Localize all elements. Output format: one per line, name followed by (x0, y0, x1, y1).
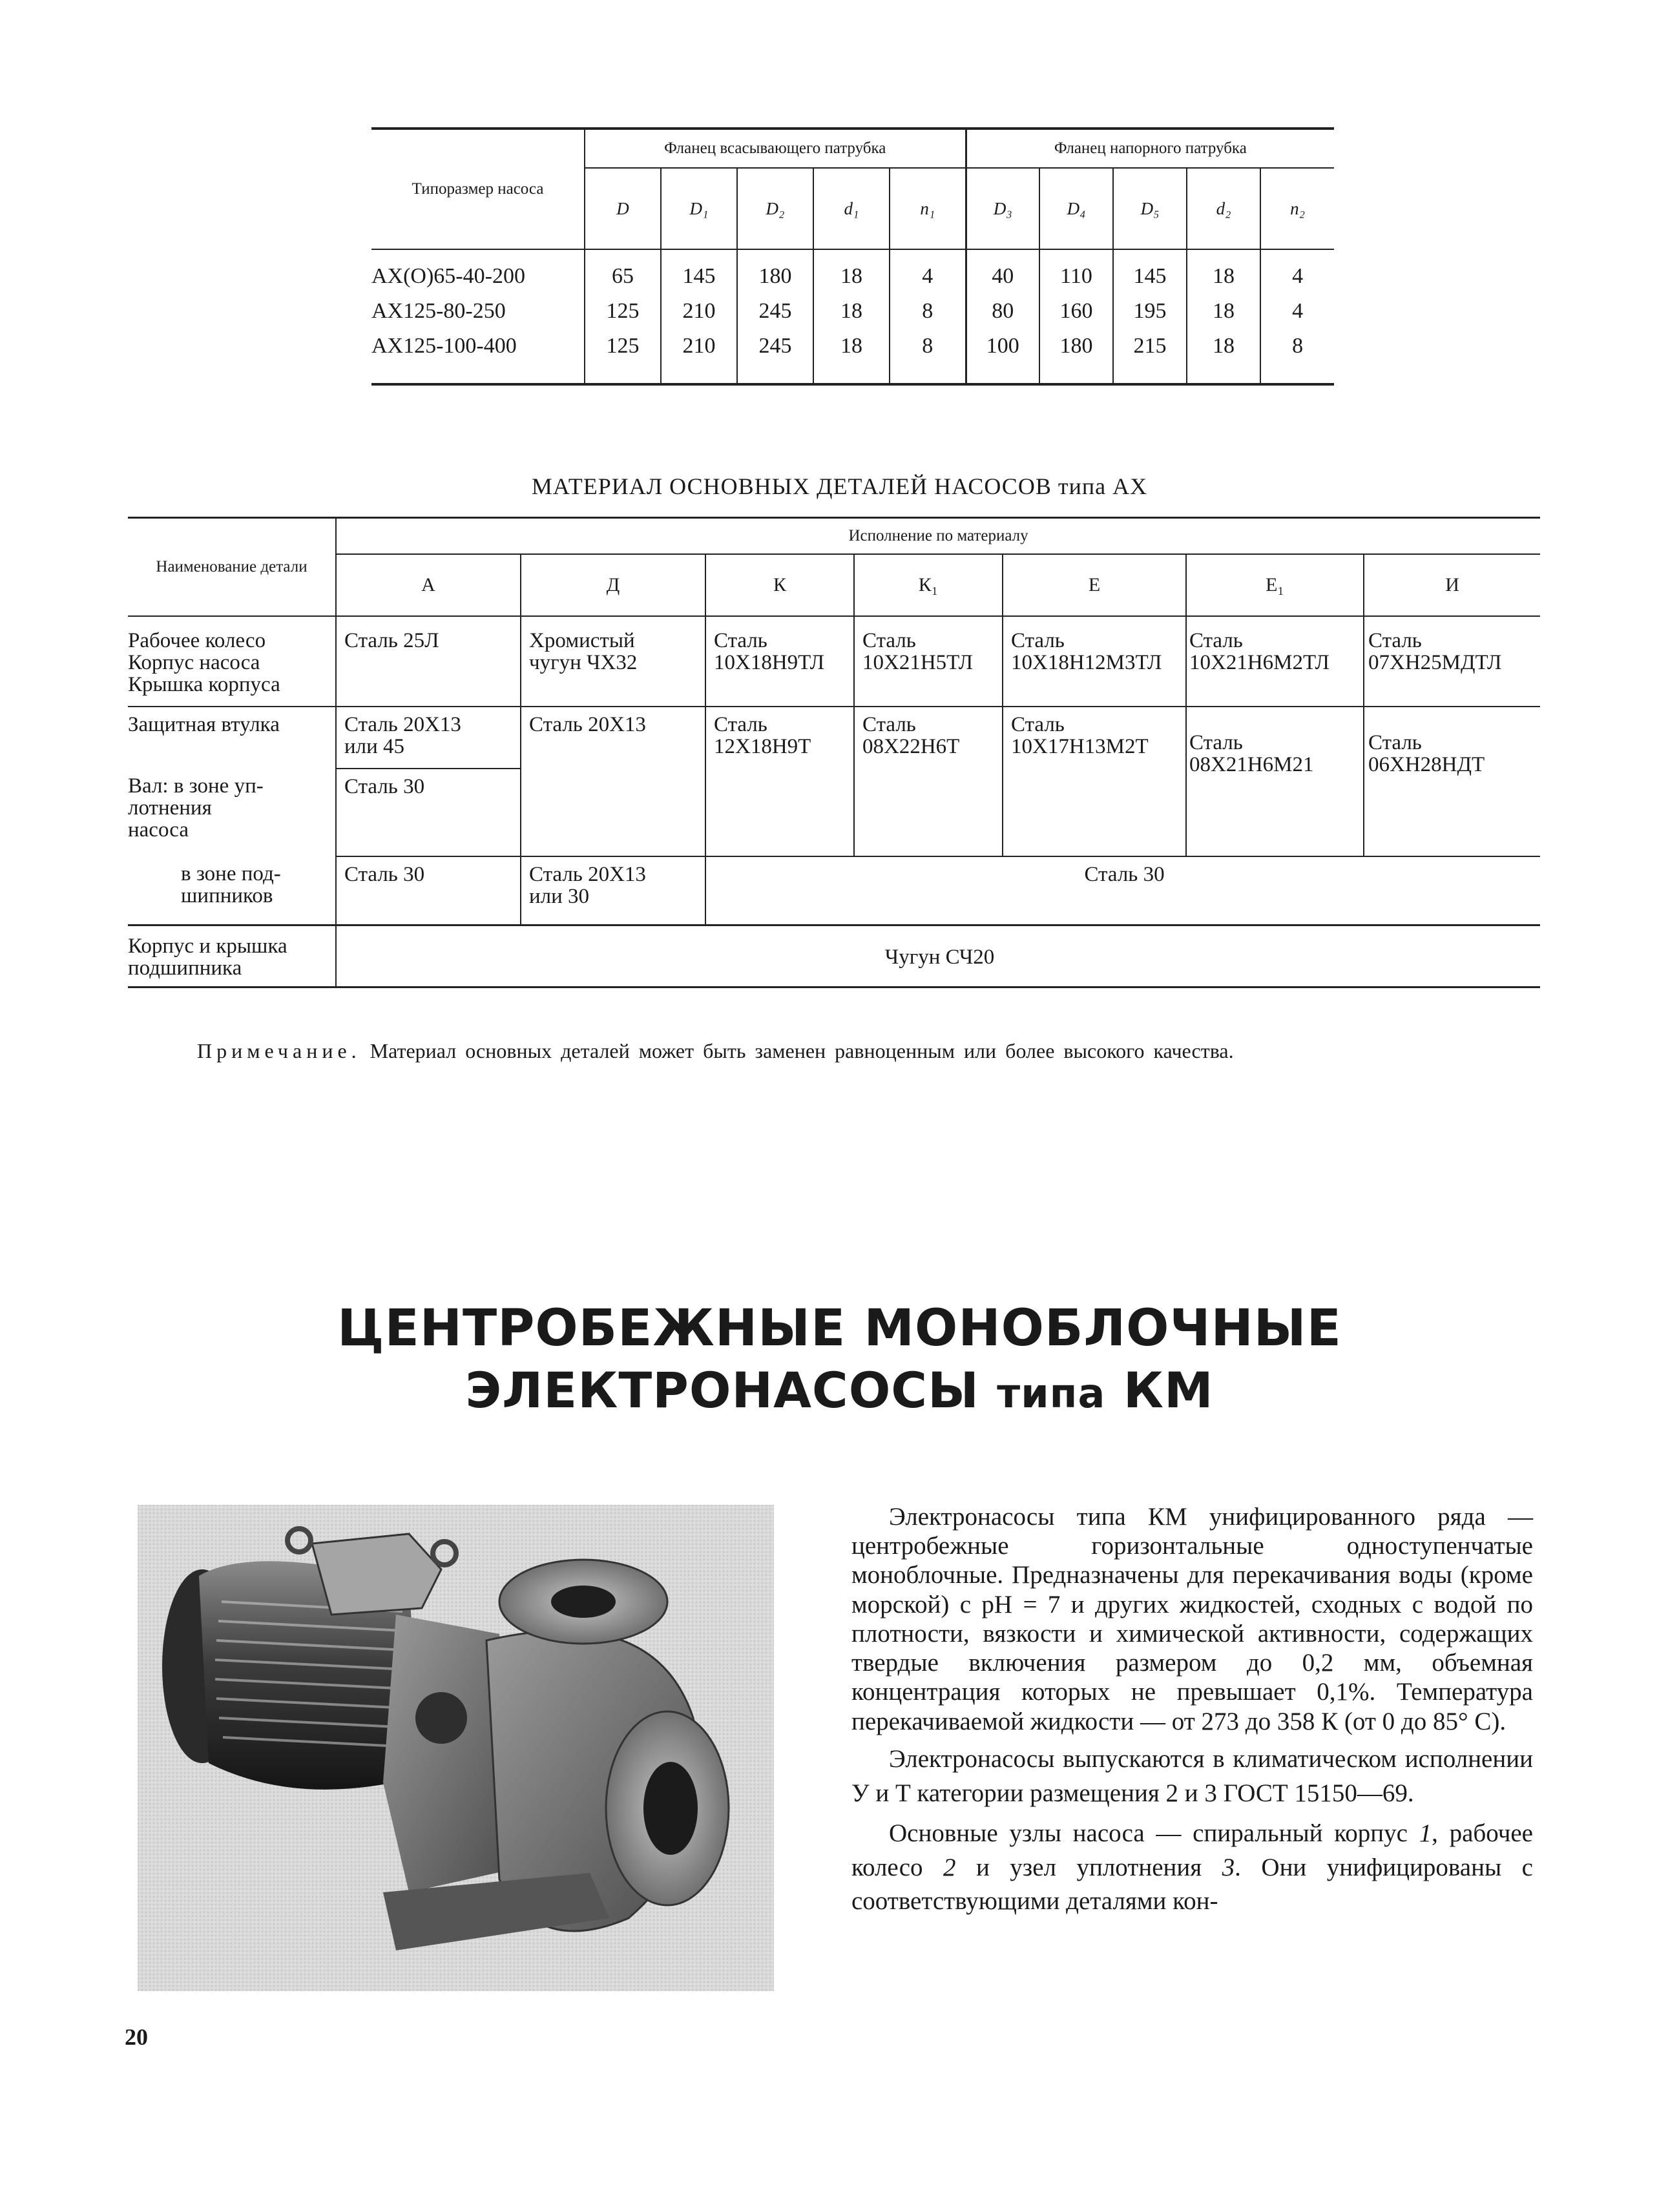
table-cell: Сталь 08Х21Н6М21 (1186, 707, 1364, 856)
table-note (197, 1039, 1234, 1063)
table-row (371, 329, 1334, 384)
table-cell: Сталь 20Х13 или 45 (336, 707, 521, 769)
col-header: n₁ (890, 168, 966, 249)
table-cell: 180 (1039, 329, 1113, 384)
table-cell: Сталь 30 (705, 856, 1540, 925)
shaft-coupling (415, 1692, 467, 1744)
table-cell: 145 (661, 249, 737, 294)
table-cell: 18 (1187, 329, 1260, 384)
table-cell: 215 (1113, 329, 1187, 384)
table-cell: Сталь 10Х21Н5ТЛ (854, 616, 1003, 707)
table-cell: 180 (737, 249, 813, 294)
table-cell: 40 (966, 249, 1039, 294)
header-part-name: Наименование детали (128, 518, 336, 617)
table-cell: 4 (1260, 249, 1334, 294)
table-cell: 18 (1187, 249, 1260, 294)
col-header: Е (1003, 554, 1186, 616)
col-header: К₁ (854, 554, 1003, 616)
table-cell: Сталь 10Х18Н12М3ТЛ (1003, 616, 1186, 707)
table-cell: 4 (890, 249, 966, 294)
page-number: 20 (125, 2024, 148, 2050)
paragraph (851, 1817, 1533, 1919)
table-cell: 65 (585, 249, 661, 294)
table-cell: Сталь 08Х22Н6Т (854, 707, 1003, 856)
pump-size-cell: АХ(О)65-40-200 (371, 264, 525, 288)
table-cell: Сталь 25Л (336, 616, 521, 707)
header-material-version: Исполнение по материалу (336, 518, 1540, 555)
col-header: D₂ (737, 168, 813, 249)
table-cell: 245 (737, 329, 813, 384)
header-pump-size: Типоразмер насоса (371, 129, 585, 249)
callout-number: 3 (1222, 1853, 1235, 1881)
part-name-cell: Рабочее колесо Корпус насоса Крышка корпуса (128, 629, 280, 696)
pump-size-cell: АХ125-100-400 (371, 329, 585, 384)
table-row (371, 249, 1334, 294)
col-header: D₁ (661, 168, 737, 249)
table-cell: 18 (813, 294, 890, 329)
table-cell: 18 (813, 249, 890, 294)
discharge-opening (551, 1586, 616, 1618)
table-cell: Сталь 20Х13 или 30 (521, 856, 705, 925)
body-text (851, 1502, 1533, 1925)
table-cell: 8 (1260, 329, 1334, 384)
table-cell: Сталь 06ХН28НДТ (1364, 707, 1540, 856)
text-run: . Они унифицированы с соответствующими деталями кон- (851, 1853, 1533, 1916)
section-heading-line1: ЦЕНТРОБЕЖНЫЕ МОНОБЛОЧНЫЕ (337, 1299, 1342, 1358)
table-cell: 125 (585, 329, 661, 384)
table-cell: 160 (1039, 294, 1113, 329)
table-cell: Сталь 12Х18Н9Т (705, 707, 854, 856)
col-header: D₃ (966, 168, 1039, 249)
col-header: Е₁ (1186, 554, 1364, 616)
col-header: d₁ (813, 168, 890, 249)
col-header: D₄ (1039, 168, 1113, 249)
callout-number: 2 (943, 1853, 956, 1881)
section-heading-line2 (0, 1361, 1679, 1419)
table-row (128, 856, 1540, 925)
table-cell: Сталь 07ХН25МДТЛ (1364, 616, 1540, 707)
col-header: А (336, 554, 521, 616)
material-table (128, 517, 1540, 988)
table-cell: 245 (737, 294, 813, 329)
col-header: n₂ (1260, 168, 1334, 249)
table-cell: Сталь 10Х17Н13М2Т (1003, 707, 1186, 856)
table-cell: Сталь 30 (336, 769, 521, 856)
table-row (128, 707, 1540, 769)
col-header: D (585, 168, 661, 249)
table-cell: 4 (1260, 294, 1334, 329)
table-cell: 145 (1113, 249, 1187, 294)
table-cell: Хромистый чугун ЧХ32 (521, 616, 705, 707)
table-cell: 210 (661, 329, 737, 384)
table-row (371, 294, 1334, 329)
paragraph: Электронасосы выпускаются в климатическом исполнении У и Т категории размещения 2 и 3 ГОСТ 15150—69. (851, 1744, 1533, 1807)
heading-main: ЭЛЕКТРОНАСОСЫ (465, 1361, 979, 1419)
table-cell: 8 (890, 294, 966, 329)
pump-photo (138, 1505, 774, 1991)
header-discharge-flange: Фланец напорного патрубка (966, 129, 1334, 168)
table-cell: Сталь 30 (336, 856, 521, 925)
part-name-cell: Корпус и крышка подшипника (128, 925, 336, 987)
table-cell: 18 (1187, 294, 1260, 329)
note-label: Примечание. (197, 1039, 361, 1062)
part-name-cell: в зоне под- шипников (128, 856, 336, 925)
part-name-cell: Вал: в зоне уп- лотнения насоса (128, 774, 264, 842)
table-cell: Сталь 20Х13 (521, 707, 705, 856)
heading-small: типа (997, 1370, 1106, 1417)
table-cell: 100 (966, 329, 1039, 384)
text-run: и узел уплотнения (955, 1853, 1222, 1881)
col-header: d₂ (1187, 168, 1260, 249)
table-cell: 210 (661, 294, 737, 329)
heading-end: КМ (1123, 1361, 1214, 1419)
col-header: Д (521, 554, 705, 616)
table-cell: 8 (890, 329, 966, 384)
callout-number: 1 (1419, 1819, 1432, 1848)
note-text: Материал основных деталей может быть заменен равноценным или более высокого качества. (370, 1039, 1234, 1062)
col-header: И (1364, 554, 1540, 616)
table-cell: Чугун СЧ20 (336, 925, 1540, 987)
table-cell: 18 (813, 329, 890, 384)
table-cell: 195 (1113, 294, 1187, 329)
table-row (128, 925, 1540, 987)
flange-dimensions-table (371, 127, 1334, 386)
suction-opening (643, 1762, 698, 1855)
table-row (128, 616, 1540, 707)
table-cell: Сталь 10Х18Н9ТЛ (705, 616, 854, 707)
table-cell: 110 (1039, 249, 1113, 294)
text-run: Основные узлы насоса — спиральный корпус (889, 1819, 1419, 1848)
part-name-cell: Защитная втулка (128, 707, 336, 769)
table-cell: 125 (585, 294, 661, 329)
col-header: D₅ (1113, 168, 1187, 249)
table-cell: 80 (966, 294, 1039, 329)
paragraph: Электронасосы типа КМ унифицированного ряда — центробежные горизонтальные одноступенчатые моноблочные. Предназначены для перекачивания воды (кроме морской) с pH = 7 и других жидкостей, сходных с водой по плотности, вязкости и химической активности, содержащих твердые включения размером до 0,2 мм, объемная концентрация которых не превышает 0,1%. Температура перекачиваемой жидкости — от 273 до 358 К (от 0 до 85° С). (851, 1503, 1533, 1735)
material-table-title: МАТЕРИАЛ ОСНОВНЫХ ДЕТАЛЕЙ НАСОСОВ типа АХ (531, 473, 1148, 499)
text-run: , рабочее колесо (851, 1819, 1533, 1881)
table-cell: Сталь 10Х21Н6М2ТЛ (1186, 616, 1364, 707)
col-header: К (705, 554, 854, 616)
pump-size-cell: АХ125-80-250 (371, 299, 506, 323)
header-suction-flange: Фланец всасывающего патрубка (585, 129, 966, 168)
